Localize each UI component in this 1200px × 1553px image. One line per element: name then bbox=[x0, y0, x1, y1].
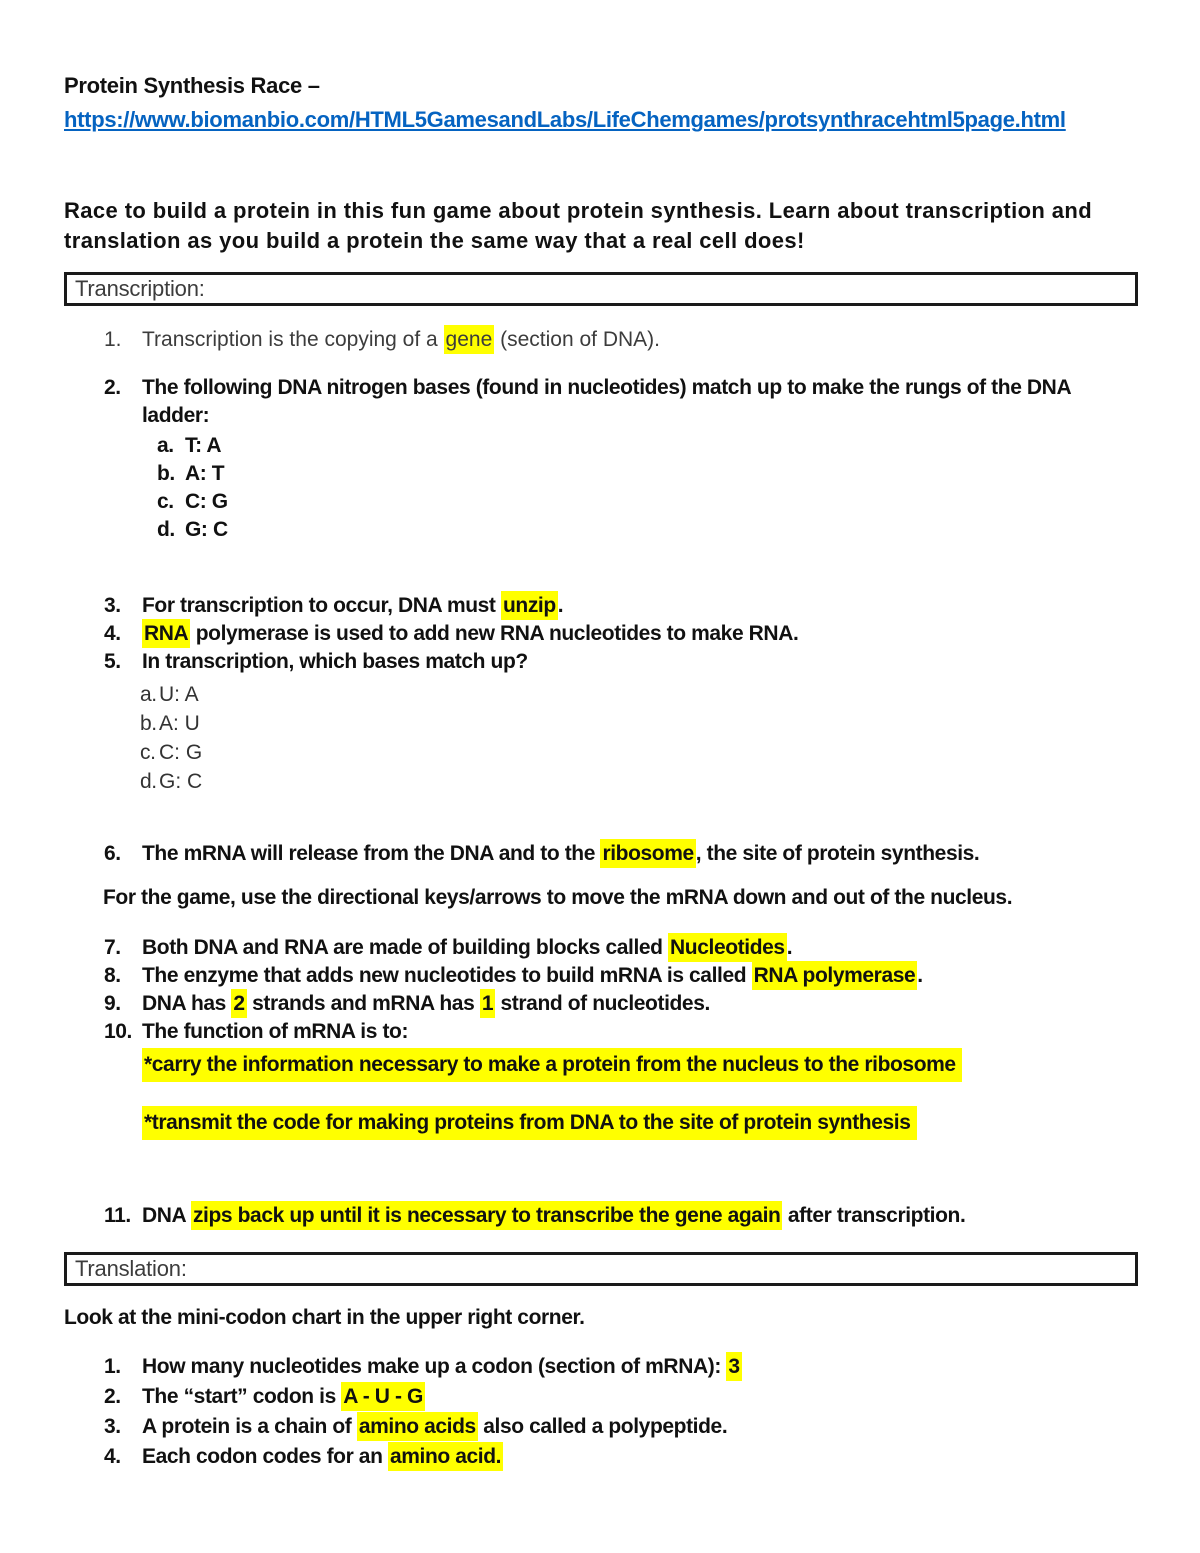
list-item-t3 bbox=[64, 592, 1138, 620]
item-text bbox=[142, 1442, 1102, 1472]
text-segment: For transcription to occur, DNA must bbox=[142, 594, 501, 617]
sub-list bbox=[64, 432, 1138, 544]
sub-list-item bbox=[64, 738, 1138, 767]
list-item-t9 bbox=[64, 990, 1138, 1018]
item-text bbox=[142, 1382, 1102, 1412]
item-text bbox=[142, 620, 1102, 648]
text-segment: strand of nucleotides. bbox=[495, 992, 710, 1015]
text-segment: The “start” codon is bbox=[142, 1385, 342, 1408]
sub-item-value: A: T bbox=[185, 462, 225, 485]
list-item-t11 bbox=[64, 1202, 1138, 1230]
list-item-t5 bbox=[64, 648, 1138, 796]
translation-section-header: Translation: bbox=[64, 1252, 1138, 1286]
highlighted-answer: *carry the information necessary to make a protein from the nucleus to the ribosome bbox=[142, 1048, 962, 1082]
highlighted-answer: unzip bbox=[501, 591, 558, 620]
item-number: 9. bbox=[104, 992, 121, 1015]
item-text bbox=[142, 840, 1102, 868]
sub-item-value: T: A bbox=[185, 434, 222, 457]
sub-item-letter: d. bbox=[157, 518, 175, 541]
transcription-section-header: Transcription: bbox=[64, 272, 1138, 306]
text-segment: A protein is a chain of bbox=[142, 1415, 357, 1438]
list-item-t7 bbox=[64, 934, 1138, 962]
sub-item-value: C: G bbox=[159, 741, 203, 764]
item-text bbox=[142, 1412, 1102, 1442]
text-segment: . bbox=[786, 936, 793, 959]
item-text bbox=[142, 326, 1102, 354]
list-item-r3 bbox=[64, 1412, 1138, 1442]
text-segment: The mRNA will release from the DNA and to the bbox=[142, 842, 601, 865]
sub-list bbox=[64, 680, 1138, 796]
highlighted-answer: gene bbox=[444, 325, 495, 354]
transcription-list bbox=[64, 326, 1138, 1230]
text-segment: strands and mRNA has bbox=[246, 992, 480, 1015]
item-text bbox=[142, 934, 1102, 962]
item-text bbox=[142, 962, 1102, 990]
sub-item-value: A: U bbox=[159, 712, 200, 735]
sub-item-value: G: C bbox=[159, 770, 203, 793]
sub-item-letter: a. bbox=[157, 434, 174, 457]
item-text bbox=[142, 1202, 1102, 1230]
list-item-r4 bbox=[64, 1442, 1138, 1472]
document-hyperlink[interactable]: https://www.biomanbio.com/HTML5GamesandLabs/LifeChemgames/protsynthracehtml5page.html bbox=[64, 107, 1066, 132]
list-item-t6 bbox=[64, 840, 1138, 868]
list-item-t1 bbox=[64, 326, 1138, 354]
text-segment: Both DNA and RNA are made of building blocks called bbox=[142, 936, 669, 959]
item-text bbox=[142, 1352, 1102, 1382]
highlighted-answer: RNA polymerase bbox=[752, 961, 918, 990]
highlighted-answer: *transmit the code for making proteins from DNA to the site of protein synthesis bbox=[142, 1106, 917, 1140]
item-number: 6. bbox=[104, 842, 121, 865]
sub-item-letter: d. bbox=[140, 770, 157, 793]
text-segment: . bbox=[917, 964, 923, 987]
translation-lead-text: Look at the mini-codon chart in the upper right corner. bbox=[64, 1306, 585, 1329]
sub-list-item bbox=[64, 460, 1138, 488]
answer-line bbox=[142, 1106, 1138, 1140]
item-number: 1. bbox=[104, 328, 122, 351]
item-number: 3. bbox=[104, 594, 121, 617]
highlighted-answer: 3 bbox=[726, 1352, 741, 1381]
item-text bbox=[142, 1018, 1102, 1046]
answer-line bbox=[142, 1048, 1138, 1082]
sub-item-value: U: A bbox=[159, 683, 199, 706]
text-segment: Each codon codes for an bbox=[142, 1445, 388, 1468]
item-number: 4. bbox=[104, 1445, 121, 1468]
sub-list-item bbox=[64, 680, 1138, 709]
item-number: 1. bbox=[104, 1355, 121, 1378]
item-text bbox=[142, 374, 1102, 430]
item-number: 7. bbox=[104, 936, 121, 959]
list-item-t2 bbox=[64, 374, 1138, 544]
item-text bbox=[142, 648, 1102, 676]
item-number: 11. bbox=[104, 1204, 131, 1227]
highlighted-answer: ribosome bbox=[600, 839, 695, 868]
sub-item-letter: b. bbox=[140, 712, 157, 735]
item-number: 4. bbox=[104, 622, 121, 645]
highlighted-answer: amino acid. bbox=[388, 1442, 503, 1471]
sub-item-letter: b. bbox=[157, 462, 175, 485]
sub-item-letter: a. bbox=[140, 683, 157, 706]
text-segment: The function of mRNA is to: bbox=[142, 1020, 409, 1043]
text-segment: , the site of protein synthesis. bbox=[695, 842, 980, 865]
translation-list bbox=[64, 1352, 1138, 1472]
intro-paragraph: Race to build a protein in this fun game about protein synthesis. Learn about transcription and translation as you build a protein the same way that a real cell does! bbox=[64, 198, 1093, 253]
list-item-t10 bbox=[64, 1018, 1138, 1140]
list-item-t8 bbox=[64, 962, 1138, 990]
highlighted-answer: Nucleotides bbox=[668, 933, 787, 962]
sub-list-item bbox=[64, 488, 1138, 516]
text-segment: Transcription is the copying of a bbox=[142, 328, 444, 351]
highlighted-answer: zips back up until it is necessary to transcribe the gene again bbox=[191, 1201, 782, 1230]
sub-item-letter: c. bbox=[157, 490, 174, 513]
item-text bbox=[103, 884, 1103, 912]
item-text bbox=[142, 990, 1102, 1018]
sub-item-value: G: C bbox=[185, 518, 228, 541]
sub-list-item bbox=[64, 767, 1138, 796]
text-segment: How many nucleotides make up a codon (section of mRNA): bbox=[142, 1355, 727, 1378]
text-segment: The following DNA nitrogen bases (found in nucleotides) match up to make the rungs of the DNA ladder: bbox=[142, 376, 1071, 427]
list-item-r2 bbox=[64, 1382, 1138, 1412]
text-segment: The enzyme that adds new nucleotides to build mRNA is called bbox=[142, 964, 752, 987]
list-item-tnote bbox=[64, 884, 1138, 912]
highlighted-answer: 2 bbox=[231, 989, 246, 1018]
list-item-t4 bbox=[64, 620, 1138, 648]
text-segment: . bbox=[557, 594, 564, 617]
text-segment: also called a polypeptide. bbox=[477, 1415, 728, 1438]
item-number: 5. bbox=[104, 650, 121, 673]
highlighted-answer: amino acids bbox=[357, 1412, 478, 1441]
text-segment: after transcription. bbox=[782, 1204, 966, 1227]
text-segment: DNA bbox=[142, 1204, 191, 1227]
item-number: 2. bbox=[104, 1385, 121, 1408]
sub-list-item bbox=[64, 709, 1138, 738]
sub-list-item bbox=[64, 516, 1138, 544]
item-number: 2. bbox=[104, 376, 121, 399]
highlighted-answer: 1 bbox=[480, 989, 495, 1018]
item-number: 3. bbox=[104, 1415, 121, 1438]
text-segment: In transcription, which bases match up? bbox=[142, 650, 528, 673]
sub-list-item bbox=[64, 432, 1138, 460]
text-segment: polymerase is used to add new RNA nucleotides to make RNA. bbox=[190, 622, 799, 645]
sub-item-value: C: G bbox=[185, 490, 228, 513]
text-segment: For the game, use the directional keys/arrows to move the mRNA down and out of the nucleus. bbox=[103, 886, 1013, 909]
answer-lines bbox=[142, 1048, 1138, 1140]
item-number: 10. bbox=[104, 1020, 132, 1043]
list-item-r1 bbox=[64, 1352, 1138, 1382]
highlighted-answer: RNA bbox=[142, 619, 190, 648]
text-segment: (section of DNA). bbox=[494, 328, 660, 351]
item-text bbox=[142, 592, 1102, 620]
sub-item-letter: c. bbox=[140, 741, 156, 764]
page-title: Protein Synthesis Race – bbox=[64, 73, 320, 98]
text-segment: DNA has bbox=[142, 992, 232, 1015]
item-number: 8. bbox=[104, 964, 121, 987]
highlighted-answer: A - U - G bbox=[341, 1382, 425, 1411]
